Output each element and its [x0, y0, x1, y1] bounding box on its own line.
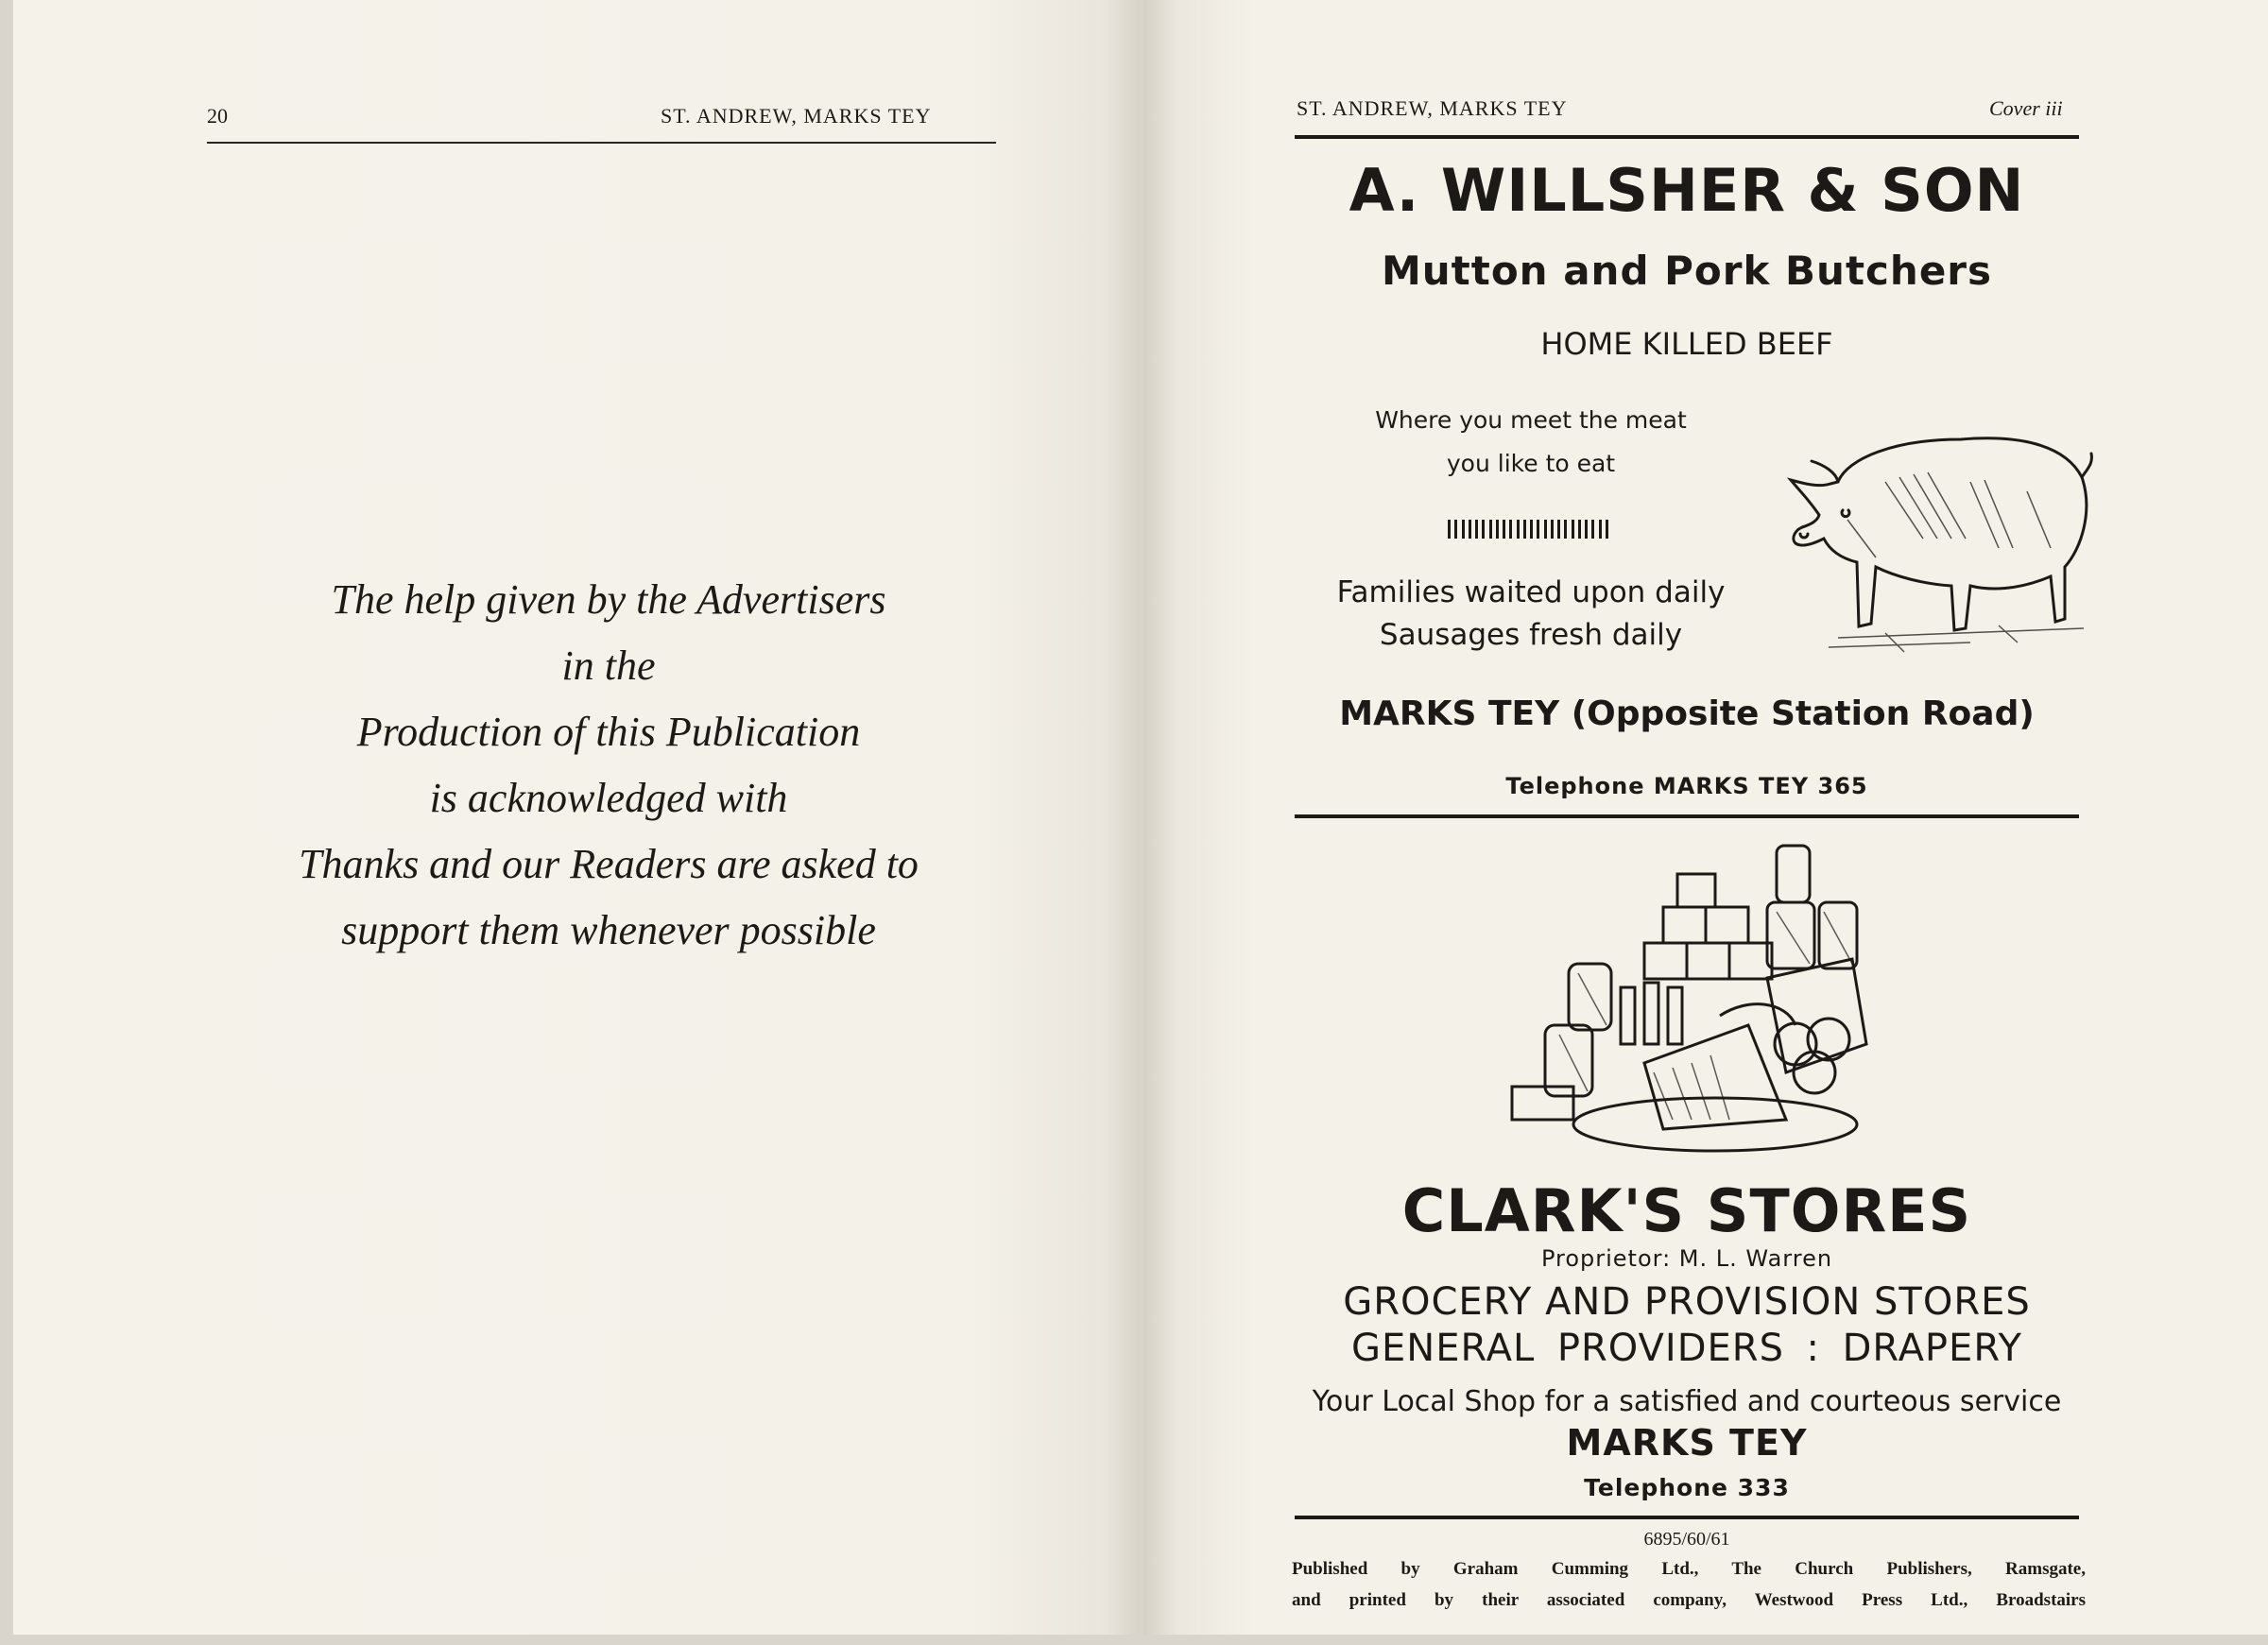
ack-line: in the	[561, 643, 656, 689]
ack-line: is acknowledged with	[429, 775, 788, 821]
willsher-name: A. WILLSHER & SON	[1349, 156, 2025, 225]
pig-illustration	[1781, 406, 2093, 671]
service-line: Sausages fresh daily	[1379, 618, 1683, 652]
willsher-speciality: HOME KILLED BEEF	[1540, 326, 1833, 362]
acknowledgement-text	[202, 567, 1015, 964]
decorative-bar-ornament	[1448, 520, 1608, 539]
clarks-line2-part: GENERAL	[1351, 1327, 1536, 1370]
footer-rule	[1295, 1516, 2079, 1519]
willsher-services	[1295, 572, 1767, 657]
ack-line: The help given by the Advertisers	[331, 576, 886, 623]
clarks-location: MARKS TEY	[1566, 1422, 1808, 1464]
imprint-line: Published by Graham Cumming Ltd., The Church Publishers, Ramsgate,	[1292, 1559, 2086, 1579]
running-head: ST. ANDREW, MARKS TEY	[661, 104, 932, 128]
willsher-slogan	[1295, 399, 1767, 486]
right-page	[1143, 0, 2268, 1635]
willsher-address: MARKS TEY (Opposite Station Road)	[1339, 694, 2035, 733]
header-rule	[1295, 135, 2079, 139]
page-number: 20	[207, 104, 228, 128]
clarks-line2-part: :	[1806, 1327, 1821, 1370]
clarks-line2-part: PROVIDERS	[1556, 1327, 1784, 1370]
groceries-illustration	[1503, 836, 1881, 1167]
left-page	[13, 0, 1140, 1635]
slogan-line: you like to eat	[1446, 450, 1616, 477]
running-head: ST. ANDREW, MARKS TEY	[1297, 96, 1568, 120]
clarks-name: CLARK'S STORES	[1401, 1176, 1972, 1245]
ack-line: support them whenever possible	[341, 907, 876, 953]
print-code: 6895/60/61	[1643, 1529, 1730, 1550]
ack-line: Thanks and our Readers are asked to	[299, 841, 919, 887]
service-line: Families waited upon daily	[1336, 575, 1726, 609]
clarks-telephone: Telephone 333	[1584, 1474, 1790, 1501]
clarks-proprietor: Proprietor: M. L. Warren	[1540, 1245, 1833, 1272]
advert-divider-rule	[1295, 814, 2079, 818]
clarks-line1: GROCERY AND PROVISION STORES	[1343, 1280, 2031, 1324]
clarks-line2-part: DRAPERY	[1842, 1327, 2022, 1370]
cover-label: Cover iii	[1989, 96, 2063, 120]
ack-line: Production of this Publication	[356, 709, 861, 755]
willsher-trade: Mutton and Pork Butchers	[1381, 248, 1993, 294]
willsher-telephone: Telephone MARKS TEY 365	[1505, 773, 1868, 799]
slogan-line: Where you meet the meat	[1375, 406, 1687, 434]
header-rule	[207, 142, 996, 144]
imprint-line: and printed by their associated company, Westwood Press Ltd., Broadstairs	[1292, 1590, 2086, 1610]
publisher-imprint	[1292, 1553, 2086, 1616]
clarks-tagline: Your Local Shop for a satisfied and courteous service	[1312, 1385, 2062, 1418]
clarks-line2	[1351, 1327, 2022, 1370]
